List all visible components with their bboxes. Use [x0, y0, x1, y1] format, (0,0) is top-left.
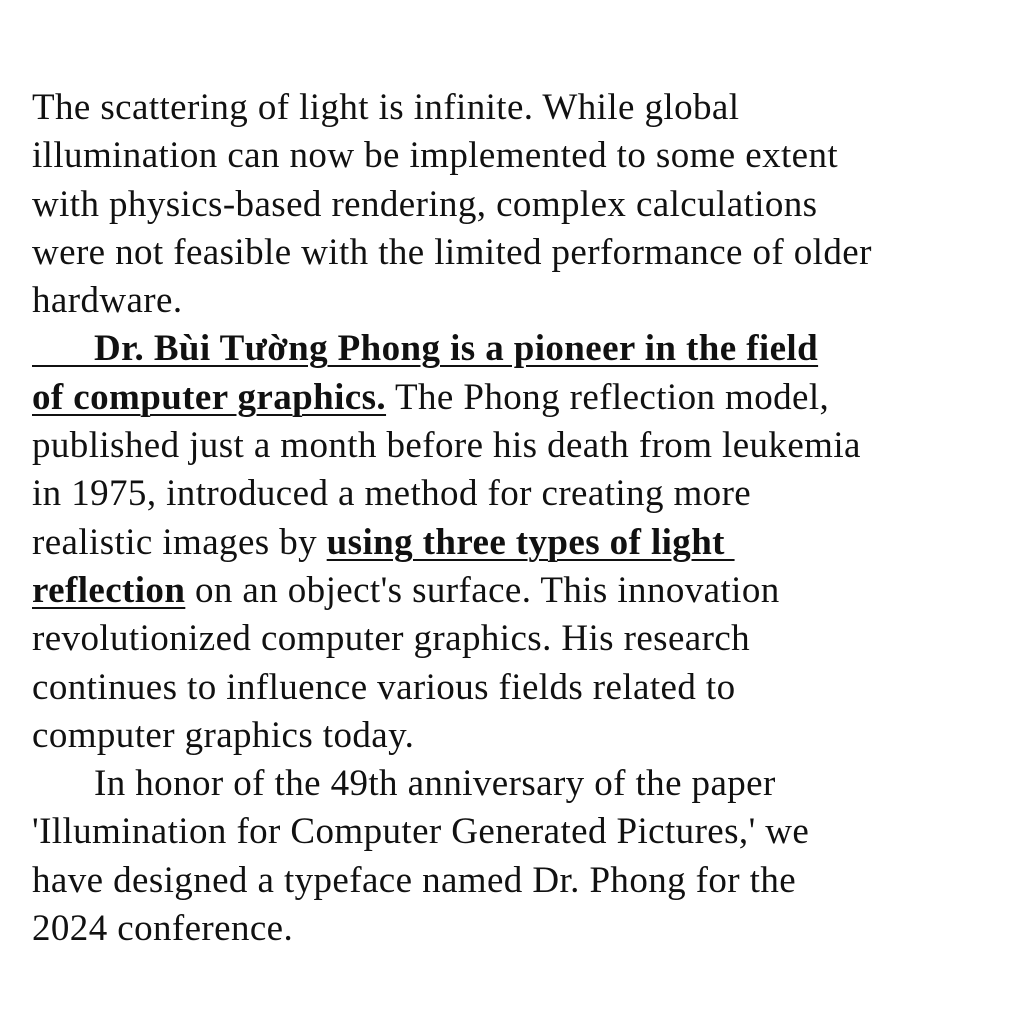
- indent: [32, 325, 94, 367]
- text-line: illumination can now be implemented to some extent: [32, 135, 839, 177]
- emphasis-text: Dr. Bùi Tường Phong is a pioneer in the field: [94, 328, 819, 370]
- body-text: realistic images by: [32, 521, 327, 563]
- text-line: hardware.: [32, 280, 183, 322]
- text-line: have designed a typeface named Dr. Phong for the: [32, 859, 797, 901]
- text-line: 'Illumination for Computer Generated Pictures,' we: [32, 811, 810, 853]
- emphasis-text: using three types of light: [326, 521, 735, 563]
- text-line: 2024 conference.: [32, 908, 294, 950]
- emphasis-text: of computer graphics.: [32, 376, 387, 418]
- text-line: The scattering of light is infinite. While global: [32, 87, 740, 128]
- body-text: The Phong reflection model,: [386, 376, 830, 418]
- emphasis-text: reflection: [32, 569, 186, 611]
- paragraph-intro: [32, 84, 1007, 325]
- text-line: continues to influence various fields related to: [32, 666, 736, 708]
- text-line: [32, 567, 1007, 615]
- text-line: [32, 760, 1007, 808]
- text-line: [32, 325, 1007, 373]
- text-line: computer graphics today.: [32, 714, 415, 756]
- document-body: [32, 84, 1007, 953]
- body-text: on an object's surface. This innovation: [185, 569, 780, 611]
- paragraph-typeface: [32, 760, 1007, 953]
- body-text: In honor of the 49th anniversary of the paper: [94, 763, 776, 805]
- text-line: were not feasible with the limited performance of older: [32, 231, 872, 273]
- text-line: with physics-based rendering, complex calculations: [32, 183, 818, 225]
- text-line: in 1975, introduced a method for creating more: [32, 473, 752, 515]
- text-line: revolutionized computer graphics. His research: [32, 618, 751, 660]
- text-line: [32, 374, 1007, 422]
- text-line: published just a month before his death from leukemia: [32, 425, 861, 467]
- paragraph-phong: [32, 325, 1007, 760]
- text-line: [32, 519, 1007, 567]
